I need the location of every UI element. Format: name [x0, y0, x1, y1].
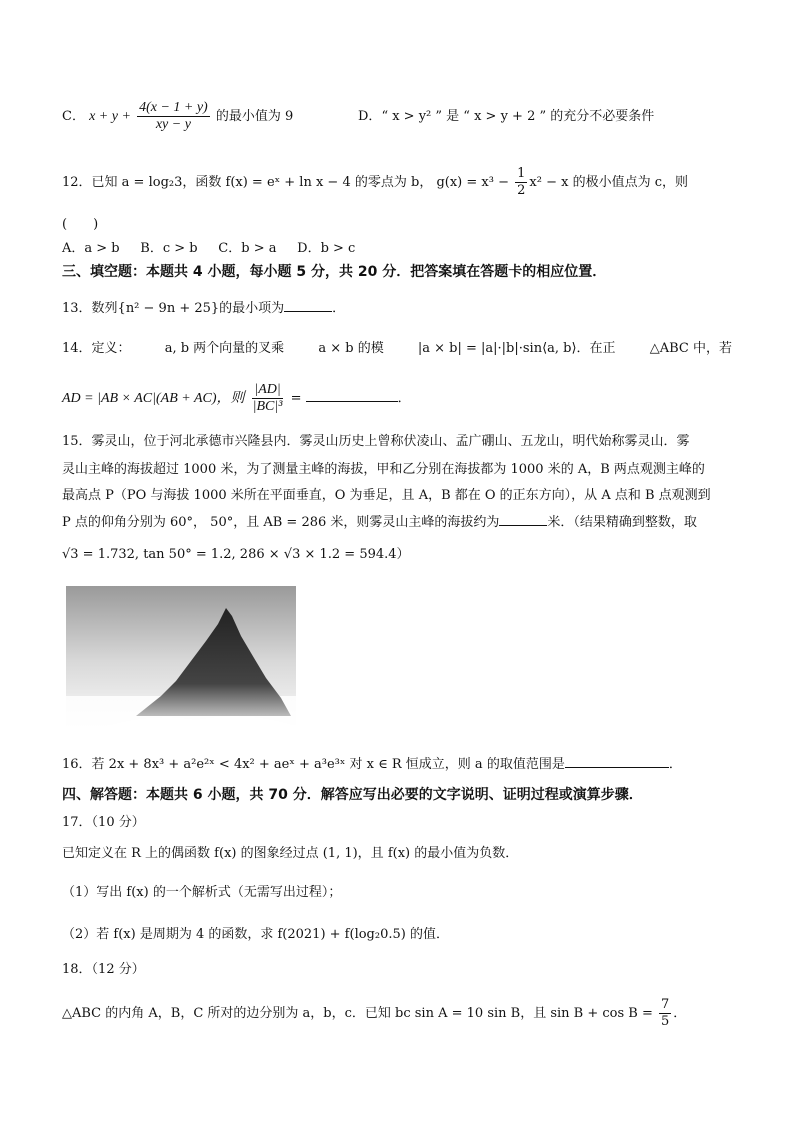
fraction-denominator: 2: [517, 183, 526, 198]
answer-blank[interactable]: [284, 299, 332, 312]
q12-option-c: C．b > a: [218, 241, 277, 256]
q11-option-c-fraction: [137, 100, 210, 133]
fraction-numerator: 7: [661, 997, 670, 1012]
q15-line3: 最高点 P（PO 与海拔 1000 米所在平面垂直，O 为垂足，且 A，B 都在 O 的正东方向），从 A 点和 B 点观测到: [62, 488, 711, 503]
q13-tail: ．: [332, 301, 346, 316]
q15-line2: 灵山主峰的海拔超过 1000 米，为了测量主峰的海拔，甲和乙分别在海拔都为 1000 米的 A，B 两点观测主峰的: [62, 462, 705, 477]
fraction-numerator: 4(x − 1 + y): [139, 100, 208, 115]
q14-line1: [62, 340, 732, 358]
q12-option-b: B．c > b: [140, 241, 198, 256]
q15-line5: √3 = 1.732, tan 50° = 1.2, 286 × √3 × 1.2 = 594.4）: [62, 547, 410, 562]
q12-options: [62, 240, 355, 258]
q11-option-d: [358, 108, 654, 126]
q16-text: 16．若 2x + 8x³ + a²e²ˣ < 4x² + aeˣ + a³e³ˣ 对 x ∈ R 恒成立，则 a 的取值范围是: [62, 757, 565, 772]
q16-tail: ．: [668, 757, 682, 772]
q18-header: 18．（12 分）: [62, 962, 145, 977]
answer-blank[interactable]: [306, 389, 398, 402]
q12-stem: [62, 166, 688, 199]
q14-seg: a, b 两个向量的叉乘: [164, 341, 285, 356]
q14-seg: a × b 的模: [318, 341, 384, 356]
q14-seg: 14．定义：: [62, 341, 131, 356]
q11-option-d-label: D．: [358, 109, 382, 124]
mountain-photo: [66, 586, 296, 736]
section-3-heading: 三、填空题：本题共 4 小题，每小题 5 分，共 20 分．把答案填在答题卡的相应位置．: [62, 264, 607, 280]
q18-stem: [62, 997, 686, 1030]
q14-seg: |a × b| = |a|·|b|·sin⟨a, b⟩．在正: [417, 341, 616, 356]
fraction-denominator: xy − y: [155, 117, 191, 132]
q14-seg: △ABC 中，若: [649, 341, 732, 356]
q14-fraction: [251, 382, 285, 415]
q12-text-part2: x² − x 的极小值点为 c，则: [529, 175, 688, 190]
q12-fraction: [515, 166, 527, 199]
q16: [62, 755, 682, 774]
q15-line4-text: P 点的仰角分别为 60°， 50°，且 AB = 286 米，则雾灵山主峰的海拔约为: [62, 515, 500, 530]
q14-tail: ．: [397, 391, 411, 406]
answer-blank[interactable]: [499, 513, 547, 526]
q12-text-part1: 12．已知 a = log₂3，函数 f(x) = eˣ + ln x − 4 的零点为 b， g(x) = x³ −: [62, 175, 509, 190]
q12-option-a: A．a > b: [62, 241, 120, 256]
q11-options-line: [62, 100, 293, 133]
q15-line4-tail: 米．（结果精确到整数，取: [547, 515, 697, 530]
fraction-numerator: 1: [517, 166, 526, 181]
q12-answer-paren: ( ): [62, 217, 99, 232]
q11-option-c-expr: x + y +: [89, 109, 131, 124]
q11-option-c-tail: 的最小值为 9: [215, 109, 294, 124]
q11-option-d-text: “ x > y² ” 是 “ x > y + 2 ” 的充分不必要条件: [381, 109, 655, 124]
fraction-denominator: 5: [661, 1014, 670, 1029]
q18-fraction: [659, 997, 671, 1030]
q17-part1: （1）写出 f(x) 的一个解析式（无需写出过程）；: [62, 885, 342, 900]
q17-part2: （2）若 f(x) 是周期为 4 的函数，求 f(2021) + f(log₂0.5) 的值．: [62, 927, 449, 942]
q13: [62, 299, 345, 318]
q17-stem: 已知定义在 R 上的偶函数 f(x) 的图象经过点 (1, 1)，且 f(x) 的最小值为负数．: [62, 846, 519, 861]
fraction-denominator: |BC|³: [252, 399, 283, 414]
q18-stem-text: △ABC 的内角 A，B，C 所对的边分别为 a，b，c．已知 bc sin A = 10 sin B，且 sin B + cos B =: [62, 1006, 653, 1021]
q11-option-c-label: C．: [62, 109, 85, 124]
q13-text: 13．数列{n² − 9n + 25}的最小项为: [62, 301, 285, 316]
q17-header: 17．（10 分）: [62, 815, 145, 830]
q14-equals: =: [290, 391, 302, 406]
fraction-numerator: |AD|: [254, 382, 281, 397]
section-4-heading: 四、解答题：本题共 6 小题，共 70 分．解答应写出必要的文字说明、证明过程或演算步骤．: [62, 787, 643, 803]
q14-line2-text: AD = |AB × AC|(AB + AC)，则: [62, 391, 245, 406]
q15-line4: [62, 513, 697, 532]
q14-line2: [62, 382, 411, 415]
answer-blank[interactable]: [565, 755, 669, 768]
q12-option-d: D．b > c: [297, 241, 356, 256]
q15-line1: 15．雾灵山，位于河北承德市兴隆县内．雾灵山历史上曾称伏凌山、孟广硼山、五龙山，明代始称雾灵山．雾: [62, 434, 690, 449]
q18-tail: ．: [673, 1006, 687, 1021]
